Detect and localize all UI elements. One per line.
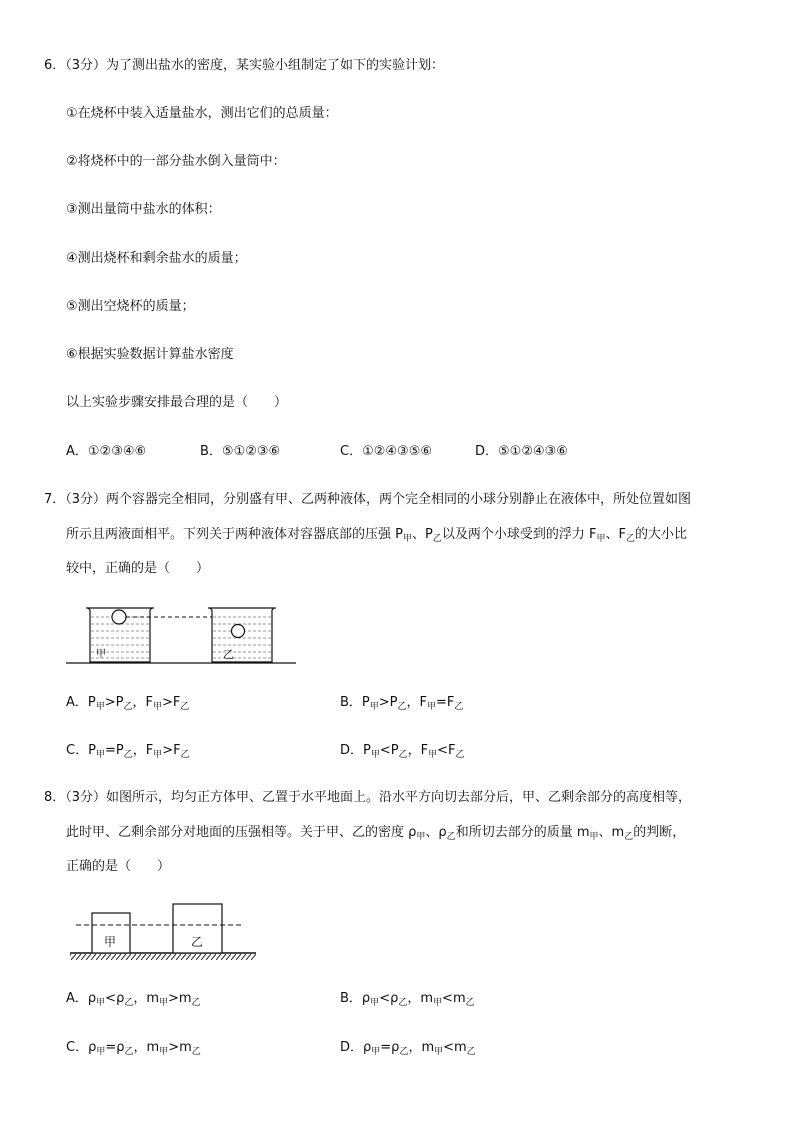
q6-step-6: ⑥根据实验数据计算盐水密度: [66, 347, 234, 362]
q6-step-2: ②将烧杯中的一部分盐水倒入量筒中：: [66, 154, 286, 169]
q8-figure: [66, 900, 266, 964]
q7-stem-line3: 较中，正确的是（ ）: [66, 561, 210, 576]
q8-option-c[interactable]: C．$\rho_甲=\rho_乙$，$m_甲>m_乙$: [66, 1040, 201, 1057]
q6-option-d[interactable]: D．⑤①②④③⑥: [475, 444, 568, 459]
q7-option-d[interactable]: D．$P_甲<P_乙$，$F_甲<F_乙$: [340, 743, 465, 760]
q8-label-right: 乙: [191, 935, 204, 949]
q6-option-b[interactable]: B．⑤①②③⑥: [200, 444, 281, 459]
q6-step-1: ①在烧杯中装入适量盐水，测出它们的总质量：: [66, 106, 338, 121]
q7-label-left: 甲: [96, 649, 106, 660]
q7-ball-right: [232, 625, 245, 638]
q8-stem-line2: 此时甲、乙剩余部分对地面的压强相等。关于甲、乙的密度 $\rho_甲$、$\rho_乙$和所切去部分的质量 $m_甲$、$m_乙$的判断，: [66, 825, 686, 842]
q7-liquid-right: [213, 617, 271, 658]
q8-label-left: 甲: [104, 935, 117, 949]
q6-option-c[interactable]: C．①②④③⑤⑥: [340, 444, 433, 459]
q7-stem-line2: 所示且两液面相平。下列关于两种液体对容器底部的压强 $P_甲$、$P_乙$以及两个小球受到的浮力 $F_甲$、$F_乙$的大小比: [66, 527, 688, 544]
q6-step-4: ④测出烧杯和剩余盐水的质量；: [66, 251, 247, 266]
q7-option-a[interactable]: A．$P_甲>P_乙$，$F_甲>F_乙$: [66, 695, 190, 712]
q8-option-d[interactable]: D．$\rho_甲=\rho_乙$，$m_甲<m_乙$: [340, 1040, 476, 1057]
q7-ball-left: [112, 610, 126, 624]
q7-option-b[interactable]: B．$P_甲>P_乙$，$F_甲=F_乙$: [340, 695, 464, 712]
q8-option-a[interactable]: A．$\rho_甲<\rho_乙$，$m_甲>m_乙$: [66, 991, 201, 1008]
q6-question: 以上实验步骤安排最合理的是（ ）: [66, 395, 288, 410]
q6-step-5: ⑤测出空烧杯的质量；: [66, 299, 195, 314]
q8-option-b[interactable]: B．$\rho_甲<\rho_乙$，$m_甲<m_乙$: [340, 991, 475, 1008]
q7-option-c[interactable]: C．$P_甲=P_乙$，$F_甲>F_乙$: [66, 743, 190, 760]
q6-stem: 6．（3分）为了测出盐水的密度，某实验小组制定了如下的实验计划：: [44, 58, 445, 73]
q7-stem-line1: 7．（3分）两个容器完全相同，分别盛有甲、乙两种液体，两个完全相同的小球分别静止在液体中，所处位置如图: [44, 492, 692, 507]
q8-stem-line3: 正确的是（ ）: [66, 859, 171, 874]
q8-stem-line1: 8．（3分）如图所示，均匀正方体甲、乙置于水平地面上。沿水平方向切去部分后，甲、乙剩余部分的高度相等，: [44, 790, 692, 805]
q6-step-3: ③测出量筒中盐水的体积：: [66, 202, 221, 217]
q6-option-a[interactable]: A．①②③④⑥: [66, 444, 147, 459]
q8-ground-hatch: [70, 954, 256, 960]
q7-label-right: 乙: [223, 648, 234, 661]
q7-figure: [66, 600, 306, 668]
